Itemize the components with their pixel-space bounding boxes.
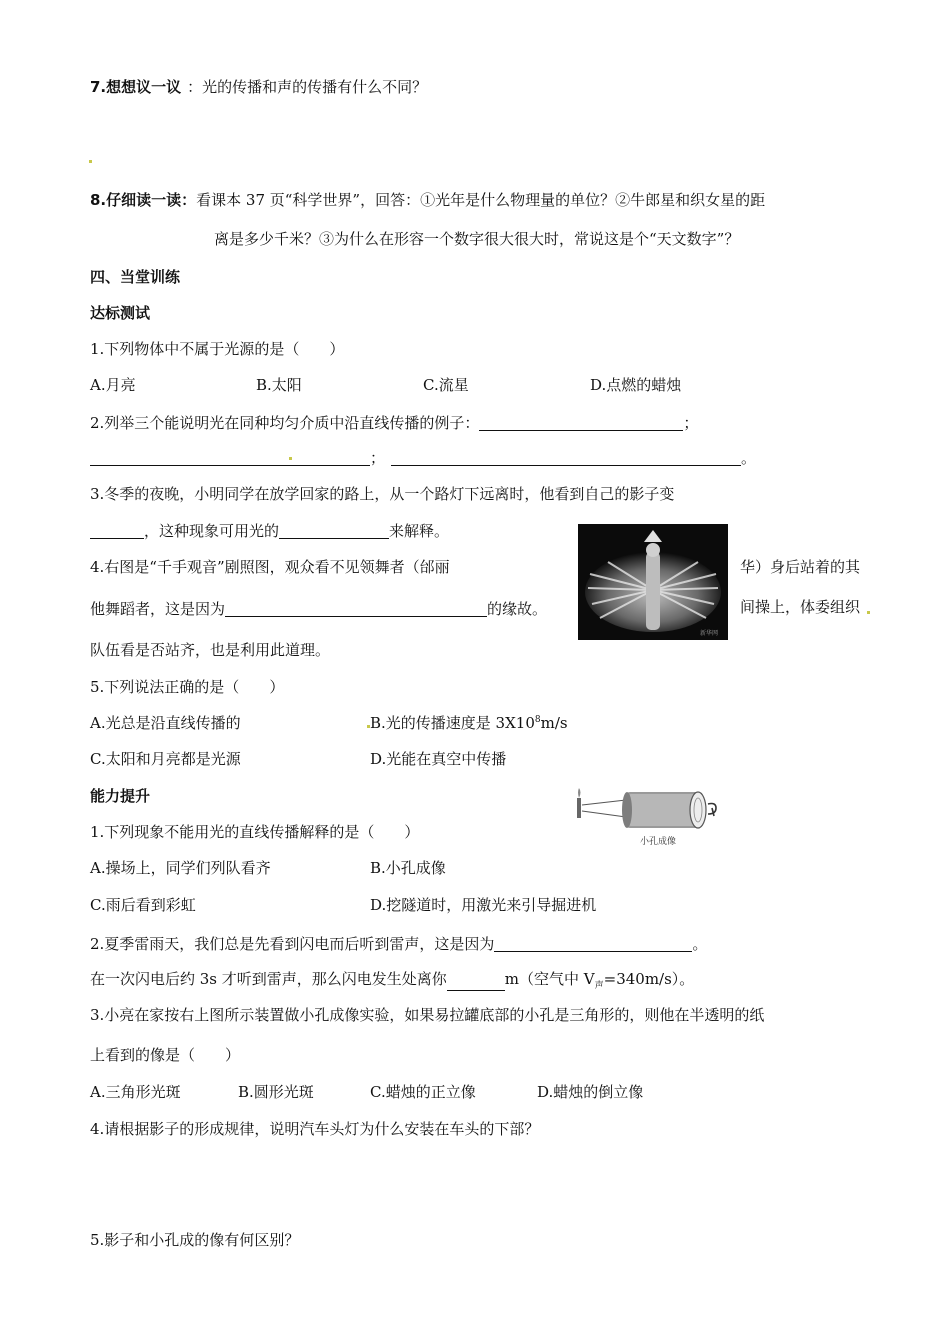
nengli-q2-line2b: m（空气中 V	[504, 970, 595, 988]
nengli-q2-line2	[90, 972, 694, 991]
dabiao-q4-line3: 队伍看是否站齐，也是利用此道理。	[90, 641, 331, 659]
dabiao-q5-option-b	[370, 716, 568, 731]
answer-blank[interactable]	[225, 600, 487, 617]
pinhole-diagram-illustration	[574, 786, 724, 838]
option-b-exponent: 8	[534, 715, 541, 725]
stray-mark	[289, 457, 292, 460]
dabiao-q1-option-b: B.太阳	[256, 376, 302, 394]
q8-text-line2: 离是多少千米？③为什么在形容一个数字很大很大时，常说这是个“天文数字”？	[214, 230, 740, 248]
dabiao-q3-end: 来解释。	[389, 522, 450, 540]
answer-blank[interactable]	[90, 449, 370, 466]
dabiao-q2-stem: 2.列举三个能说明光在同种均匀介质中沿直线传播的例子：	[90, 414, 480, 432]
subsection-dabiao-title: 达标测试	[90, 304, 151, 322]
dabiao-q4-line2a: 他舞蹈者，这是因为	[90, 600, 226, 618]
separator: ；	[683, 414, 699, 432]
dabiao-q1-option-c: C.流星	[423, 376, 469, 394]
dabiao-q2-line2	[90, 449, 756, 466]
stray-mark	[367, 725, 370, 728]
terminal-mark: 。	[741, 449, 757, 467]
nengli-q1-option-c: C.雨后看到彩虹	[90, 896, 196, 914]
dabiao-q3-mid: ，这种现象可用光的	[144, 522, 280, 540]
dabiao-q4-line2c: 间操上，体委组织	[740, 598, 861, 616]
nengli-q2-line2c: =340m/s）。	[603, 970, 695, 988]
dabiao-q4-line2	[90, 600, 547, 617]
dabiao-q4-line1b: 华）身后站着的其	[740, 558, 861, 576]
dabiao-q4-line2b: 的缘故。	[487, 600, 548, 618]
dabiao-q3-line2	[90, 522, 449, 539]
dabiao-q1-option-d: D.点燃的蜡烛	[590, 376, 682, 394]
stray-mark	[89, 160, 92, 163]
option-b-unit: m/s	[540, 714, 568, 732]
nengli-q1-option-d: D.挖隧道时，用激光来引导掘进机	[370, 896, 597, 914]
photo-watermark: 新华网	[700, 630, 719, 637]
answer-blank[interactable]	[479, 414, 683, 431]
dabiao-q1-option-a: A.月亮	[90, 376, 136, 394]
q8-line1	[90, 193, 765, 208]
answer-blank[interactable]	[447, 974, 505, 991]
dabiao-q5-option-d: D.光能在真空中传播	[370, 750, 507, 768]
nengli-q3-line1: 3.小亮在家按右上图所示装置做小孔成像实验，如果易拉罐底部的小孔是三角形的，则他在半透明的纸	[90, 1006, 765, 1024]
q7-text: ：光的传播和声的传播有什么不同？	[187, 78, 428, 96]
nengli-q1-option-a: A.操场上，同学们列队看齐	[90, 859, 271, 877]
nengli-q4-stem: 4.请根据影子的形成规律，说明汽车头灯为什么安装在车头的下部？	[90, 1120, 540, 1138]
nengli-q3-option-d: D.蜡烛的倒立像	[537, 1083, 644, 1101]
dabiao-q2-line1	[90, 414, 698, 431]
nengli-q1-stem: 1.下列现象不能用光的直线传播解释的是（ ）	[90, 823, 420, 841]
option-b-text: B.光的传播速度是 3	[370, 714, 506, 732]
nengli-q3-option-c: C.蜡烛的正立像	[370, 1083, 476, 1101]
dabiao-q5-option-a: A.光总是沿直线传播的	[90, 714, 241, 732]
dabiao-q1-stem: 1.下列物体中不属于光源的是（ ）	[90, 340, 345, 358]
nengli-q2-line1	[90, 935, 707, 952]
speed-subscript: 声	[594, 981, 604, 991]
dabiao-q5-stem: 5.下列说法正确的是（ ）	[90, 678, 285, 696]
terminal-mark: 。	[692, 935, 708, 953]
dabiao-q4-line1a: 4.右图是“千手观音”剧照图，观众看不见领舞者（邰丽	[90, 558, 450, 576]
photo-illustration	[578, 524, 728, 640]
nengli-q2-line2a: 在一次闪电后约 3s 才听到雷声，那么闪电发生处离你	[90, 970, 447, 988]
answer-blank[interactable]	[90, 522, 144, 539]
nengli-q5-stem: 5.影子和小孔成的像有何区别？	[90, 1231, 300, 1249]
dabiao-q5-option-c: C.太阳和月亮都是光源	[90, 750, 241, 768]
times-symbol: X	[505, 714, 516, 732]
nengli-q3-line2: 上看到的像是（ ）	[90, 1046, 241, 1064]
subsection-nengli-title: 能力提升	[90, 787, 151, 805]
nengli-q2-text: 2.夏季雷雨天，我们总是先看到闪电而后听到雷声，这是因为	[90, 935, 495, 953]
thousand-hand-guanyin-photo	[578, 524, 728, 640]
diagram-caption: 小孔成像	[640, 837, 677, 847]
q8-label: 8.仔细读一读：	[90, 191, 197, 209]
q8-text-line1: 看课本 37 页“科学世界”，回答：①光年是什么物理量的单位？②牛郎星和织女星的距	[196, 191, 766, 209]
option-b-base: 10	[515, 714, 535, 732]
answer-blank[interactable]	[391, 449, 741, 466]
stray-mark	[867, 611, 870, 614]
answer-blank[interactable]	[279, 522, 389, 539]
dabiao-q3-line1: 3.冬季的夜晚，小明同学在放学回家的路上，从一个路灯下远离时，他看到自己的影子变	[90, 485, 675, 503]
pinhole-camera-diagram	[574, 786, 724, 850]
nengli-q3-option-a: A.三角形光斑	[90, 1083, 181, 1101]
separator: ；	[370, 449, 386, 467]
section-title: 四、当堂训练	[90, 268, 181, 286]
answer-blank[interactable]	[494, 935, 692, 952]
q7-line	[90, 80, 427, 95]
q7-label: 7.想想议一议	[90, 78, 182, 96]
nengli-q1-option-b: B.小孔成像	[370, 859, 446, 877]
nengli-q3-option-b: B.圆形光斑	[238, 1083, 314, 1101]
